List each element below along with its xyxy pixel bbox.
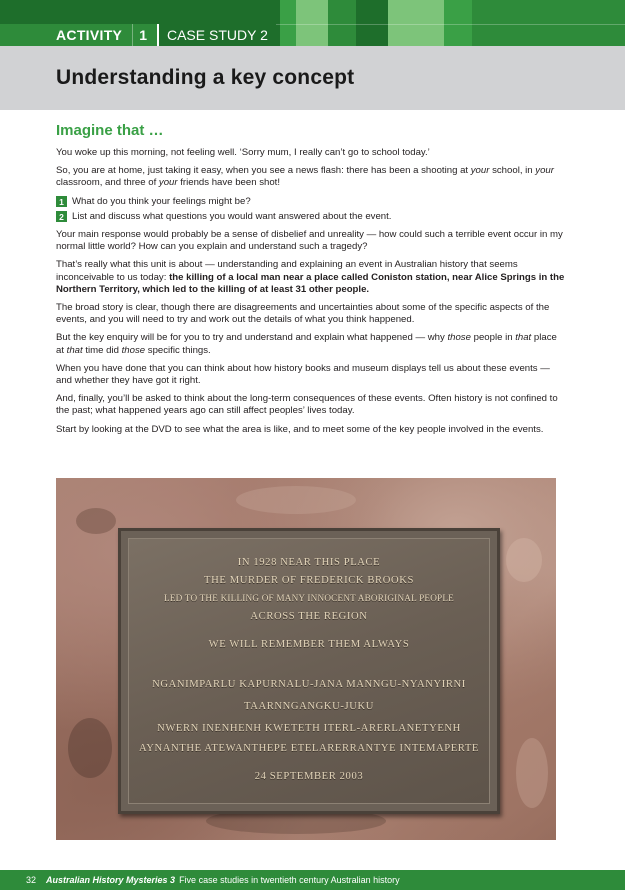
rock-texture bbox=[236, 486, 356, 514]
emphasis-text: that bbox=[66, 344, 83, 356]
plaque-text-line: 24 SEPTEMBER 2003 bbox=[254, 771, 364, 782]
plaque-face bbox=[128, 538, 490, 804]
memorial-photo bbox=[56, 478, 556, 840]
paragraph bbox=[56, 229, 566, 253]
paragraph-text: friends have been shot! bbox=[177, 177, 280, 189]
plaque-text-line: WE WILL REMEMBER THEM ALWAYS bbox=[208, 639, 410, 650]
rock-texture bbox=[76, 508, 116, 534]
paragraph-text: classroom, and three of bbox=[56, 177, 159, 189]
footer-book-title: Australian History Mysteries 3 bbox=[46, 875, 176, 885]
footer-subtitle: Five case studies in twentieth century Australian history bbox=[179, 875, 400, 885]
page-title: Understanding a key concept bbox=[56, 66, 355, 89]
plaque-text-line: LED TO THE KILLING OF MANY INNOCENT ABORIGINAL PEOPLE bbox=[164, 593, 454, 603]
plaque-text-line: TAARNNGANGKU-JUKU bbox=[244, 701, 374, 712]
plaque-text-line: ACROSS THE REGION bbox=[250, 611, 368, 622]
plaque-text-line: THE MURDER OF FREDERICK BROOKS bbox=[204, 575, 414, 586]
paragraph-text: And, finally, you’ll be asked to think about the long-term consequences of these events. Often history is not confined to the past; what happened years ago can still affect peoples’ lives today. bbox=[56, 393, 558, 417]
paragraph-text: You woke up this morning, not feeling well. ‘Sorry mum, I really can’t go to school today.’ bbox=[56, 147, 430, 158]
emphasis-text: your bbox=[470, 165, 490, 177]
paragraph bbox=[56, 363, 566, 387]
paragraph bbox=[56, 424, 566, 436]
paragraph-text: The broad story is clear, though there are disagreements and uncertainties about some of the specific aspects of the events, and you will need to try and work out the details of what you think happened. bbox=[56, 302, 550, 326]
paragraph-text: Start by looking at the DVD to see what the area is like, and to meet some of the key people involved in the events. bbox=[56, 423, 544, 435]
paragraph-text: That’s really what this unit is about — understanding and explaining an event in Australian history that seems inconceivable to us today: bbox=[56, 259, 518, 283]
paragraph-text: school, in bbox=[489, 165, 536, 177]
section-heading: Imagine that … bbox=[56, 122, 164, 139]
paragraph-text: Your main response would probably be a sense of disbelief and unreality — how could such a terrible event occur in my normal little world? How can you explain and understand such a tragedy? bbox=[56, 229, 563, 253]
paragraph bbox=[56, 147, 566, 159]
plaque-text-line: AYNANTHE ATEWANTHEPE ETELARERRANTYE INTEMAPERTE bbox=[139, 743, 479, 754]
paragraph-text: place at bbox=[56, 332, 557, 356]
paragraph bbox=[56, 393, 566, 417]
paragraph bbox=[56, 302, 566, 326]
emphasis-text: your bbox=[535, 165, 554, 177]
question-number-badge: 2 bbox=[56, 211, 67, 222]
paragraph bbox=[56, 259, 566, 296]
activity-number: 1 bbox=[132, 24, 157, 46]
memorial-plaque bbox=[118, 528, 500, 814]
rock-texture bbox=[516, 738, 548, 808]
emphasis-text: those bbox=[447, 332, 471, 344]
question-text: What do you think your feelings might be? bbox=[72, 195, 251, 207]
main-content bbox=[56, 122, 566, 442]
plaque-text-line: NWERN INENHENH KWETETH ITERL-ARERLANETYENH bbox=[157, 723, 461, 734]
paragraph-text: time did bbox=[82, 344, 122, 356]
paragraph-text: specific things. bbox=[145, 344, 211, 356]
rock-texture bbox=[68, 718, 112, 778]
question-item bbox=[56, 211, 566, 223]
top-banner bbox=[0, 0, 625, 46]
paragraph-text: So, you are at home, just taking it easy, when you see a news flash: there has been a shooting at bbox=[56, 165, 471, 177]
paragraph-text: people in bbox=[470, 332, 516, 344]
rock-texture bbox=[506, 538, 542, 582]
paragraph bbox=[56, 165, 566, 189]
case-study-label: CASE STUDY 2 bbox=[157, 24, 276, 46]
activity-label: ACTIVITY bbox=[0, 24, 132, 46]
bold-text: the killing of a local man near a place called Coniston station, near Alice Springs in the Northern Territory, which led to the killing of at least 31 other people. bbox=[56, 271, 565, 295]
paragraph-text: But the key enquiry will be for you to try and understand and explain what happened — why bbox=[56, 332, 448, 344]
page-footer bbox=[0, 870, 625, 890]
page-number: 32 bbox=[25, 875, 36, 885]
plaque-text-line: IN 1928 NEAR THIS PLACE bbox=[237, 557, 381, 568]
question-text: List and discuss what questions you would want answered about the event. bbox=[72, 210, 392, 222]
question-number-badge: 1 bbox=[56, 196, 67, 207]
paragraph-text: When you have done that you can think about how history books and museum displays tell us about these events — and whether they have got it right. bbox=[56, 362, 550, 387]
paragraph bbox=[56, 332, 566, 356]
question-item bbox=[56, 196, 566, 208]
activity-tab-row bbox=[0, 24, 276, 46]
emphasis-text: those bbox=[121, 344, 146, 356]
plaque-text-line: NGANIMPARLU KAPURNALU-JANA MANNGU-NYANYIRNI bbox=[152, 679, 466, 690]
emphasis-text: that bbox=[515, 332, 532, 344]
emphasis-text: your bbox=[158, 177, 178, 189]
